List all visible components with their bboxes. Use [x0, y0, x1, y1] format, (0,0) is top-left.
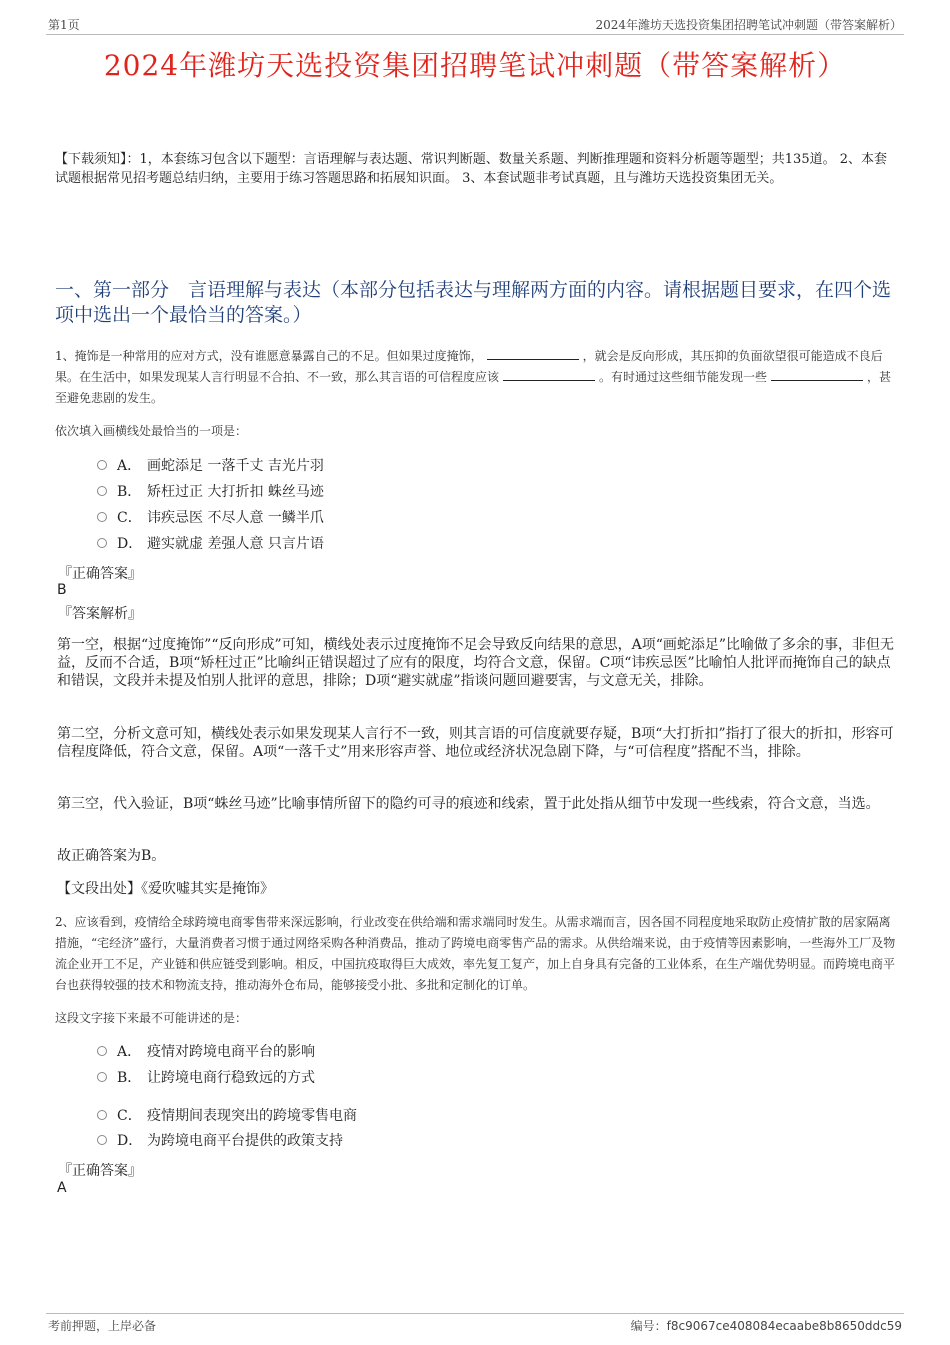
code-label: 编号：	[630, 1319, 667, 1333]
question-1-prompt: 依次填入画横线处最恰当的一项是：	[55, 424, 248, 438]
footer-slogan: 考前押题，上岸必备	[48, 1319, 157, 1333]
option-letter: A．	[117, 458, 142, 474]
page-header	[46, 14, 904, 35]
option-text: 为跨境电商平台提供的政策支持	[147, 1133, 343, 1149]
answer-blank-1	[487, 349, 579, 360]
answer-blank-3	[771, 370, 863, 381]
q1-option-d[interactable]	[97, 534, 324, 554]
question-1-stem	[55, 346, 897, 409]
radio-icon[interactable]	[97, 486, 107, 496]
option-letter: C．	[117, 1108, 142, 1124]
page-footer	[46, 1313, 904, 1336]
q2-option-c[interactable]	[97, 1106, 357, 1126]
q2-option-d[interactable]	[97, 1131, 343, 1151]
document-code	[631, 1317, 902, 1334]
q1-analysis-paragraph: 第三空，代入验证，B项“蛛丝马迹”比喻事情所留下的隐约可寻的痕迹和线索，置于此处指从细节中发现一些线索，符合文意，当选。	[57, 796, 880, 812]
option-letter: B．	[117, 484, 142, 500]
option-text: 让跨境电商行稳致远的方式	[147, 1070, 315, 1086]
option-text: 避实就虚 差强人意 只言片语	[147, 536, 324, 552]
header-doc-title: 2024年潍坊天选投资集团招聘笔试冲刺题（带答案解析）	[595, 18, 902, 32]
radio-icon[interactable]	[97, 1110, 107, 1120]
answer-blank-2	[503, 370, 595, 381]
option-letter: D．	[117, 536, 143, 552]
q1-analysis-conclusion: 故正确答案为B。	[57, 848, 166, 864]
q1-option-a[interactable]	[97, 456, 324, 476]
q2-option-b[interactable]	[97, 1068, 315, 1088]
radio-icon[interactable]	[97, 512, 107, 522]
q1-answer-label: 『正确答案』	[58, 566, 142, 582]
q2-option-a[interactable]	[97, 1042, 315, 1062]
option-text: 疫情对跨境电商平台的影响	[147, 1044, 315, 1060]
option-letter: D．	[117, 1133, 143, 1149]
option-letter: A．	[117, 1044, 142, 1060]
option-letter: B．	[117, 1070, 142, 1086]
radio-icon[interactable]	[97, 1072, 107, 1082]
radio-icon[interactable]	[97, 460, 107, 470]
code-value: f8c9067ce408084ecaabe8b8650ddc59	[666, 1319, 902, 1333]
q1-stem-part-b: ，就会是反向形成，其压抑的负面欲望很可能造成不良后果。在生活中，如果发现某人言行明显不合拍、不一致，那么其言语的可信程度应该	[55, 349, 883, 384]
document-title: 2024年潍坊天选投资集团招聘笔试冲刺题（带答案解析）	[103, 49, 847, 82]
option-text: 讳疾忌医 不尽人意 一鳞半爪	[147, 510, 324, 526]
q2-answer-label: 『正确答案』	[58, 1163, 142, 1179]
q1-option-c[interactable]	[97, 508, 324, 528]
q1-answer: B	[57, 582, 67, 598]
q1-stem-part-d: ，甚至避免悲剧的发生。	[55, 370, 892, 405]
radio-icon[interactable]	[97, 1135, 107, 1145]
q2-answer: A	[57, 1180, 67, 1196]
download-notice: 【下载须知】：1，本套练习包含以下题型：言语理解与表达题、常识判断题、数量关系题、判断推理题和资料分析题等题型；共135道。 2、本套试题根据常见招考题总结归纳，主要用于练习答题思路和拓展知识面。 3、本套试题非考试真题，且与潍坊天选投资集团无关。	[55, 152, 887, 186]
section-heading: 一、第一部分 言语理解与表达（本部分包括表达与理解两方面的内容。请根据题目要求，在四个选项中选出一个最恰当的答案。）	[55, 279, 892, 326]
question-2-stem: 2、应该看到，疫情给全球跨境电商零售带来深远影响，行业改变在供给端和需求端同时发生。从需求端而言，因各国不同程度地采取防止疫情扩散的居家隔离措施，“宅经济”盛行，大量消费者习惯于通过网络采购各种消费品，推动了跨境电商零售产品的需求。从供给端来说，由于疫情等因素影响，一些海外工厂及物流企业开工不足，产业链和供应链受到影响。相反，中国抗疫取得巨大成效，率先复工复产，加上自身具有完备的工业体系，在生产端优势明显。而跨境电商平台也获得较强的技术和物流支持，推动海外仓布局，能够接受小批、多批和定制化的订单。	[55, 915, 896, 992]
q1-stem-part-c: 。有时通过这些细节能发现一些	[599, 370, 768, 384]
option-text: 画蛇添足 一落千丈 吉光片羽	[147, 458, 324, 474]
option-letter: C．	[117, 510, 142, 526]
q1-analysis-label: 『答案解析』	[58, 606, 142, 622]
option-text: 矫枉过正 大打折扣 蛛丝马迹	[147, 484, 324, 500]
q1-option-b[interactable]	[97, 482, 324, 502]
q1-analysis-paragraph: 第二空，分析文意可知，横线处表示如果发现某人言行不一致，则其言语的可信度就要存疑，B项“大打折扣”指打了很大的折扣，形容可信程度降低，符合文意，保留。A项“一落千丈”用来形容声誉、地位或经济状况急剧下降，与“可信程度”搭配不当，排除。	[57, 726, 894, 760]
q1-stem-part-a: 1、掩饰是一种常用的应对方式，没有谁愿意暴露自己的不足。但如果过度掩饰，	[55, 349, 483, 363]
q1-analysis-paragraph: 第一空，根据“过度掩饰”“反向形成”可知，横线处表示过度掩饰不足会导致反向结果的意思，A项“画蛇添足”比喻做了多余的事，非但无益，反而不合适，B项“矫枉过正”比喻纠正错误超过了应有的限度，均符合文意，保留。C项“讳疾忌医”比喻怕人批评而掩饰自己的缺点和错误，文段并未提及怕别人批评的意思，排除；D项“避实就虚”指谈问题回避要害，与文意无关，排除。	[57, 637, 895, 689]
page-number: 第1页	[48, 18, 80, 32]
radio-icon[interactable]	[97, 1046, 107, 1056]
question-2-prompt: 这段文字接下来最不可能讲述的是：	[55, 1011, 248, 1025]
radio-icon[interactable]	[97, 538, 107, 548]
q1-source: 【文段出处】《爱吹嘘其实是掩饰》	[57, 881, 274, 897]
option-text: 疫情期间表现突出的跨境零售电商	[147, 1108, 357, 1124]
